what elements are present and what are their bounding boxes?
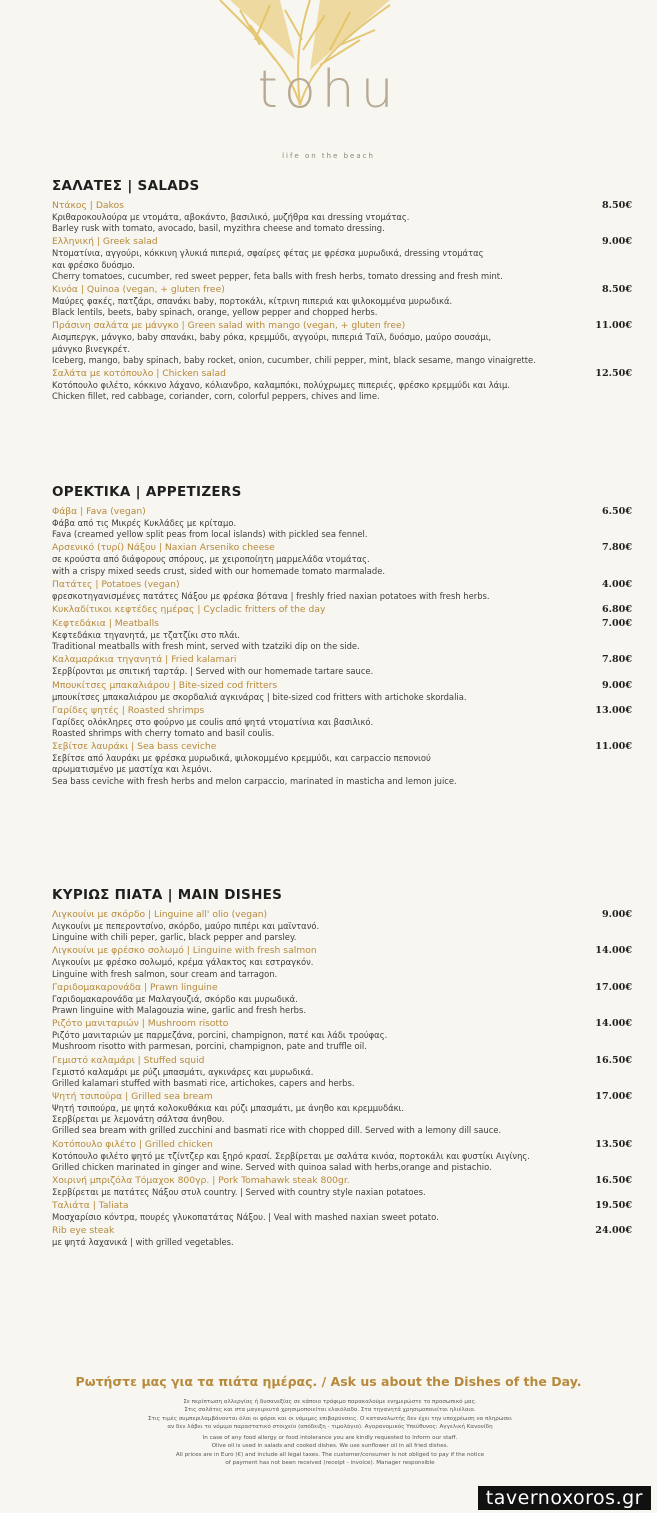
item-description: Σερβίρεται με πατάτες Νάξου στυλ country. | Served with country style naxian potatoes. [52, 1187, 426, 1198]
item-price: 16.50€ [595, 1175, 632, 1187]
item-description: Chicken fillet, red cabbage, coriander, corn, colorful peppers, chives and lime. [52, 391, 380, 402]
item-description: Mushroom risotto with parmesan, porcini, champignon, pate and truffle oil. [52, 1041, 367, 1052]
menu-item [52, 1225, 632, 1248]
menu-item [52, 1175, 632, 1198]
item-price: 12.50€ [595, 368, 632, 380]
footer-line: Στις τιμές συμπεριλαμβάνονται όλοι οι φόροι και οι νόμιμες επιβαρύνσεις. Ο καταναλωτής δεν έχει την υποχρέωση να πληρώσει [148, 1415, 512, 1422]
footer-line: Σε περίπτωση αλλεργίας ή δυσανεξίας σε κάποιο τρόφιμο παρακαλούμε ενημερώστε το προσωπικό μας. [183, 1399, 477, 1405]
item-name: Μπουκίτσες μπακαλιάρου | Bite-sized cod fritters [52, 679, 278, 691]
item-description: Grilled chicken marinated in ginger and wine. Served with quinoa salad with herbs,orange and pistachio. [52, 1161, 492, 1172]
item-description: with a crispy mixed seeds crust, sided with our homemade tomato marmalade. [52, 565, 386, 576]
brand-tagline: life on the beach [282, 152, 375, 160]
item-description: Linguine with fresh salmon, sour cream and tarragon. [52, 968, 278, 979]
item-price: 8.50€ [601, 284, 632, 296]
watermark: tavernoxoros.gr [478, 1486, 651, 1510]
section-title: ΟΡΕΚΤΙΚΑ | APPETIZERS [52, 484, 242, 500]
menu-item [52, 982, 632, 1016]
item-description: Grilled kalamari stuffed with basmati rice, artichokes, capers and herbs. [52, 1077, 355, 1088]
item-name: Ελληνική | Greek salad [52, 236, 158, 248]
menu-item [52, 945, 632, 979]
dishes-of-day-note: Ρωτήστε μας για τα πιάτα ημέρας. / Ask us about the Dishes of the Day. [75, 1374, 582, 1389]
item-price: 7.80€ [601, 542, 632, 554]
menu-section [52, 887, 632, 1249]
item-name: Κεφτεδάκια | Meatballs [52, 618, 159, 630]
menu-item [52, 200, 632, 234]
menu-item [52, 1055, 632, 1089]
item-description: Λιγκουίνι με πεπεροντσίνο, σκόρδο, μαύρο πιπέρι και μαϊντανό. [52, 921, 320, 931]
menu-item [52, 654, 632, 677]
item-price: 13.00€ [595, 704, 632, 716]
footer-line: of payment has not been received (receipt - invoice). Manager responsible [225, 1460, 435, 1467]
section-title: ΣΑΛΑΤΕΣ | SALADS [52, 178, 200, 194]
item-name: Φάβα | Fava (vegan) [52, 506, 146, 517]
item-name: Ψητή τσιπούρα | Grilled sea bream [52, 1091, 213, 1103]
item-name: Ντάκος | Dakos [52, 200, 124, 211]
menu-section [52, 178, 632, 402]
item-name: Γεμιστό καλαμάρι | Stuffed squid [52, 1054, 205, 1066]
item-description: Γεμιστό καλαμάρι με ρύζι μπασμάτι, αγκινάρες και μυρωδικά. [52, 1066, 314, 1077]
menu-item [52, 506, 632, 540]
item-name: Κυκλαδίτικοι κεφτέδες ημέρας | Cycladic fritters of the day [52, 604, 326, 616]
item-description: Roasted shrimps with cherry tomato and basil coulis. [52, 728, 275, 739]
item-description: Κοτόπουλο φιλέτο, κόκκινο λάχανο, κόλιανδρο, καλαμπόκι, πολύχρωμες πιπεριές, φρέσκο κρεμμύδι και λάιμ. [52, 380, 511, 391]
item-description: Σεβίτσε από λαυράκι με φρέσκα μυρωδικά, ψιλοκομμένο κρεμμύδι, και carpaccio πεπονιού [52, 753, 431, 764]
item-name: Πατάτες | Potatoes (vegan) [52, 578, 180, 590]
menu-section [52, 484, 632, 787]
item-description: Fava (creamed yellow split peas from local islands) with pickled sea fennel. [52, 529, 368, 540]
item-name: Γαρίδες ψητές | Roasted shrimps [52, 704, 205, 716]
item-description: σε κρούστα από διάφορους σπόρους, με χειροποίητη μαρμελάδα ντομάτας. [52, 554, 370, 565]
item-price: 14.00€ [595, 1018, 632, 1030]
item-price: 24.00€ [595, 1225, 632, 1237]
item-name: Πράσινη σαλάτα με μάνγκο | Green salad with mango (vegan, + gluten free) [52, 320, 406, 332]
item-name: Αρσενικό (τυρί) Νάξου | Naxian Arseniko cheese [52, 542, 275, 554]
item-description: Φάβα από τις Μικρές Κυκλάδες με κρίταμο. [52, 518, 237, 528]
menu-item [52, 909, 632, 943]
footer-line: Olive oil is used in salads and cooked dishes. We use sunflower oil in all fried dishes. [211, 1443, 449, 1450]
menu-item [52, 1200, 632, 1223]
brand-logo: tohu [257, 60, 400, 120]
menu-item [52, 741, 632, 787]
item-name: Γαριδομακαρονάδα | Prawn linguine [52, 981, 218, 993]
item-name: Χοιρινή μπριζόλα Τόμαχοκ 800γρ. | Pork Tomahawk steak 800gr. [52, 1175, 350, 1187]
item-description: Linguine with chili peper, garlic, black pepper and parsley. [52, 932, 297, 943]
item-description: και φρέσκο δυόσμο. [52, 259, 135, 270]
item-name: Λιγκουίνι με σκόρδο | Linguine all' olio (vegan) [52, 909, 268, 920]
item-price: 11.00€ [595, 320, 632, 332]
footer-line: In case of any food allergy or food intolerance you are kindly requested to inform our staff. [202, 1435, 458, 1442]
footer-line: All prices are in Euro (€) and include all legal taxes. The customer/consumer is not obliged to pay if the notice [175, 1451, 485, 1458]
item-name: Rib eye steak [52, 1225, 115, 1237]
item-price: 13.50€ [595, 1138, 632, 1150]
item-description: Γαρίδες ολόκληρες στο φούρνο με coulis από ψητά ντοματίνια και βασιλικό. [52, 716, 374, 727]
item-description: Σερβίρονται με σπιτική ταρτάρ. | Served with our homemade tartare sauce. [52, 666, 374, 677]
item-price: 17.00€ [595, 981, 632, 993]
item-price: 9.00€ [601, 679, 632, 691]
item-description: Γαριδομακαρονάδα με Μαλαγουζιά, σκόρδο και μυρωδικά. [52, 993, 298, 1004]
item-description: Grilled sea bream with grilled zucchini and basmati rice with chopped dill. Served with a lemony dill sauce. [52, 1125, 502, 1136]
menu-item [52, 236, 632, 282]
item-description: Ριζότο μανιταριών με παρμεζάνα, porcini, champignon, πατέ και λάδι τρούφας. [52, 1030, 388, 1041]
item-price: 6.80€ [601, 604, 632, 616]
menu-item [52, 618, 632, 652]
item-description: Λιγκουίνι με φρέσκο σολωμό, κρέμα γάλακτος και εστραγκόν. [52, 957, 314, 968]
menu-item [52, 705, 632, 739]
menu-item [52, 320, 632, 366]
item-description: Κοτόπουλο φιλέτο ψητό με τζίντζερ και ξηρό κρασί. Σερβίρεται με σαλάτα κινόα, πορτοκάλι και φυστίκι Αιγίνης. [52, 1150, 530, 1161]
item-description: Μαύρες φακές, πατζάρι, σπανάκι baby, πορτοκάλι, κίτρινη πιπεριά και ψιλοκομμένα μυρωδικά. [52, 296, 453, 307]
item-description: Κεφτεδάκια τηγανητά, με τζατζίκι στο πλάι. [52, 630, 241, 641]
item-description: Prawn linguine with Malagouzia wine, garlic and fresh herbs. [52, 1005, 306, 1016]
item-name: Ταλιάτα | Taliata [52, 1200, 129, 1212]
item-description: μάνγκο βινεγκρέτ. [52, 343, 131, 354]
item-description: αρωματισμένο με μαστίχα και λεμόνι. [52, 764, 212, 775]
item-description: Σερβίρεται με λεμονάτη σάλτσα άνηθου. [52, 1114, 225, 1125]
item-price: 9.00€ [601, 236, 632, 248]
item-description: με ψητά λαχανικά | with grilled vegetables. [52, 1237, 234, 1248]
item-description: Μοσχαρίσιο κόντρα, πουρές γλυκοπατάτας Νάξου. | Veal with mashed naxian sweet potato. [52, 1212, 439, 1223]
item-description: Traditional meatballs with fresh mint, served with tzatziki dip on the side. [52, 641, 360, 652]
item-description: Cherry tomatoes, cucumber, red sweet pepper, feta balls with fresh herbs, tomato dressing and fresh mint. [52, 270, 503, 281]
item-price: 8.50€ [601, 200, 632, 211]
menu-item [52, 368, 632, 402]
menu-item [52, 579, 632, 602]
item-price: 11.00€ [595, 741, 632, 753]
item-name: Καλαμαράκια τηγανητά | Fried kalamari [52, 654, 237, 666]
item-description: Sea bass ceviche with fresh herbs and melon carpaccio, marinated in masticha and lemon juice. [52, 775, 457, 786]
item-price: 7.80€ [601, 654, 632, 666]
item-name: Σαλάτα με κοτόπουλο | Chicken salad [52, 368, 226, 380]
menu-item [52, 604, 632, 616]
menu-item [52, 1091, 632, 1137]
item-description: Αισμπεργκ, μάνγκο, baby σπανάκι, baby ρόκα, κρεμμύδι, αγγούρι, πιπεριά Ταϊλ, δυόσμο, μαύρο σουσάμι, [52, 332, 492, 343]
item-description: Κριθαροκουλούρα με ντομάτα, αβοκάντο, βασιλικό, μυζήθρα και dressing ντομάτας. [52, 212, 410, 222]
menu-item [52, 284, 632, 318]
item-name: Σεβίτσε λαυράκι | Sea bass ceviche [52, 741, 217, 753]
item-description: Ντοματίνια, αγγούρι, κόκκινη γλυκιά πιπεριά, σφαίρες φέτας με φρέσκα μυρωδικά, dressing ντομάτας [52, 248, 484, 259]
menu-item [52, 542, 632, 576]
item-price: 4.00€ [601, 578, 632, 590]
item-price: 19.50€ [595, 1200, 632, 1212]
footer-line: Στις σαλάτες και στα μαγειρευτά χρησιμοποιείται ελαιόλαδο. Στα τηγανητά χρησιμοποιείται ηλιέλαιο. [184, 1407, 476, 1414]
item-price: 14.00€ [595, 945, 632, 957]
item-name: Ριζότο μανιταριών | Mushroom risotto [52, 1018, 229, 1030]
item-description: φρεσκοτηγανισμένες πατάτες Νάξου με φρέσκα βότανα | freshly fried naxian potatoes with fresh herbs. [52, 590, 490, 601]
item-description: Black lentils, beets, baby spinach, orange, yellow pepper and chopped herbs. [52, 307, 378, 318]
footer-line: αν δεν λάβει το νόμιμο παραστατικό στοιχείο (απόδειξη - τιμολόγιο). Αγορανομικός Υπεύθυνος: Αγγελική Κανονίδη [167, 1423, 493, 1430]
item-price: 16.50€ [595, 1054, 632, 1066]
menu-item [52, 680, 632, 703]
item-price: 6.50€ [601, 506, 632, 517]
menu-item [52, 1139, 632, 1173]
item-description: Barley rusk with tomato, avocado, basil, myzithra cheese and tomato dressing. [52, 223, 385, 234]
item-price: 9.00€ [601, 909, 632, 920]
menu-item [52, 1018, 632, 1052]
item-description: Ψητή τσιπούρα, με ψητά κολοκυθάκια και ρύζι μπασμάτι, με άνηθο και κρεμμυδάκι. [52, 1103, 405, 1114]
section-title: ΚΥΡΙΩΣ ΠΙΑΤΑ | MAIN DISHES [52, 887, 283, 903]
item-name: Κοτόπουλο φιλέτο | Grilled chicken [52, 1138, 213, 1150]
footer-notes [80, 1398, 580, 1467]
item-price: 17.00€ [595, 1091, 632, 1103]
item-description: μπουκίτσες μπακαλιάρου με σκορδαλιά αγκινάρας | bite-sized cod fritters with artichoke skordalia. [52, 691, 467, 702]
item-name: Λιγκουίνι με φρέσκο σολωμό | Linguine with fresh salmon [52, 945, 317, 957]
item-name: Κινόα | Quinoa (vegan, + gluten free) [52, 284, 225, 296]
item-description: Iceberg, mango, baby spinach, baby rocket, onion, cucumber, chili pepper, mint, black sesame, mango vinaigrette. [52, 354, 536, 365]
item-price: 7.00€ [601, 618, 632, 630]
